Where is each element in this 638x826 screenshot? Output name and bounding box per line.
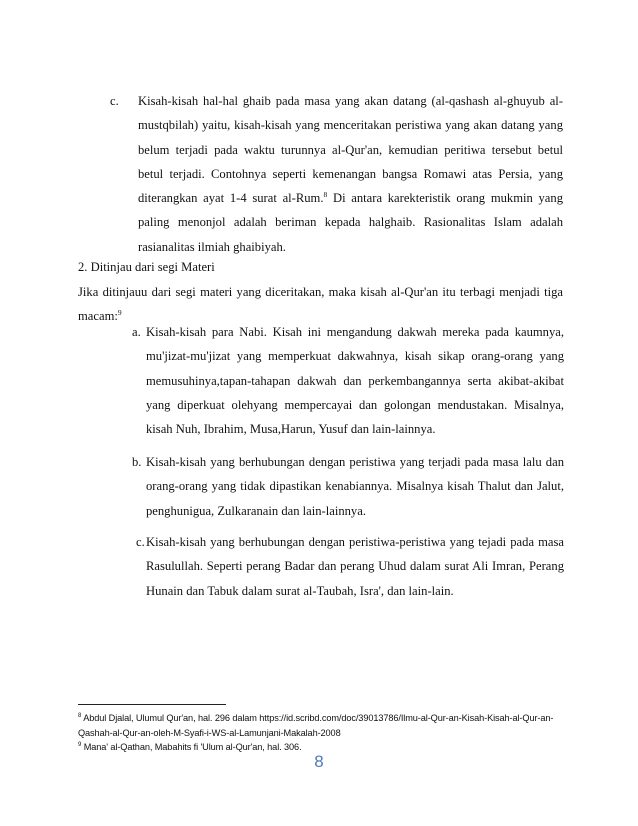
paragraph-ghaib-text: Kisah-kisah hal-hal ghaib pada masa yang akan datang (al-qashash al-ghuyub al-mustqbilah) yaitu, kisah-kisah yang menceritakan peristiwa yang akan datang yang belum terjadi pada waktu turunnya al-Qur'an, kemudian peritiwa tersebut betul betul terjadi. Contohnya seperti kemenangan bangsa Romawi atas Persia, yang diterangkan ayat 1-4 surat al-Rum. xyxy=(138,94,563,206)
paragraph-ghaib-stories xyxy=(138,89,563,259)
section-heading-materi: 2. Ditinjau dari segi Materi xyxy=(78,260,215,274)
footnote-divider xyxy=(78,704,226,705)
page-number: 8 xyxy=(314,752,324,771)
list-item-text: Kisah-kisah yang berhubungan dengan peristiwa yang terjadi pada masa lalu dan orang-orang yang tidak dipastikan kenabiannya. Misalnya kisah Thalut dan Jalut, penghunigua, Zulkaranain dan lain-lainnya. xyxy=(146,455,564,518)
list-item-past-events xyxy=(132,450,564,523)
list-label-b: b. xyxy=(132,455,142,469)
footnote-text: Mana' al-Qathan, Mabahits fi 'Ulum al-Qur'an, hal. 306. xyxy=(83,742,302,752)
list-label-a: a. xyxy=(132,325,141,339)
footnote-ref-9[interactable]: 9 xyxy=(117,308,122,318)
footnote-number: 9 xyxy=(78,741,82,748)
list-item-text: Kisah-kisah yang berhubungan dengan peristiwa-peristiwa yang tejadi pada masa Rasulullah. Seperti perang Badar dan perang Uhud dalam surat Ali Imran, Perang Hunain dan Tabuk dalam surat al-Taubah, Isra', dan lain-lain. xyxy=(146,535,564,598)
footnote-number: 8 xyxy=(78,712,82,719)
list-label-c: c. xyxy=(110,94,119,108)
section-intro-text: Jika ditinjauu dari segi materi yang diceritakan, maka kisah al-Qur'an itu terbagi menjadi tiga macam: xyxy=(78,285,563,324)
list-item-text: Kisah-kisah para Nabi. Kisah ini mengandung dakwah mereka pada kaumnya, mu'jizat-mu'jizat yang memperkuat dakwahnya, kisah sikap orang-orang yang memusuhinya,tapan-tahapan dakwah dan perkembangannya serta akibat-akibat yang diperkuat olehyang mempercayai dan golongan mendustakan. Misalnya, kisah Nuh, Ibrahim, Musa,Harun, Yusuf dan lain-lainnya. xyxy=(146,325,564,437)
list-label-c: c. xyxy=(136,535,145,549)
list-item-rasulullah-events xyxy=(136,530,564,603)
footnote-ref-8[interactable]: 8 xyxy=(323,190,328,199)
footnote-text: Abdul Djalal, Ulumul Qur'an, hal. 296 dalam https://id.scribd.com/doc/39013786/Ilmu-al-Qur-an-Kisah-Kisah-al-Qur-an-Qashah-al-Qur-an-oleh-M-Syafi-i-WS-al-Lamunjani-Makalah-2008 xyxy=(78,713,554,738)
footnotes xyxy=(78,711,568,755)
footnote-8 xyxy=(78,711,568,740)
paragraph-ghaib-text-continued: Di antara karekteristik orang mukmin yang paling menonjol adalah beriman kepada halghaib. Rasionalitas Islam adalah rasianalitas ilmiah ghaibiyah. xyxy=(138,191,563,254)
list-item-prophets xyxy=(132,320,564,441)
